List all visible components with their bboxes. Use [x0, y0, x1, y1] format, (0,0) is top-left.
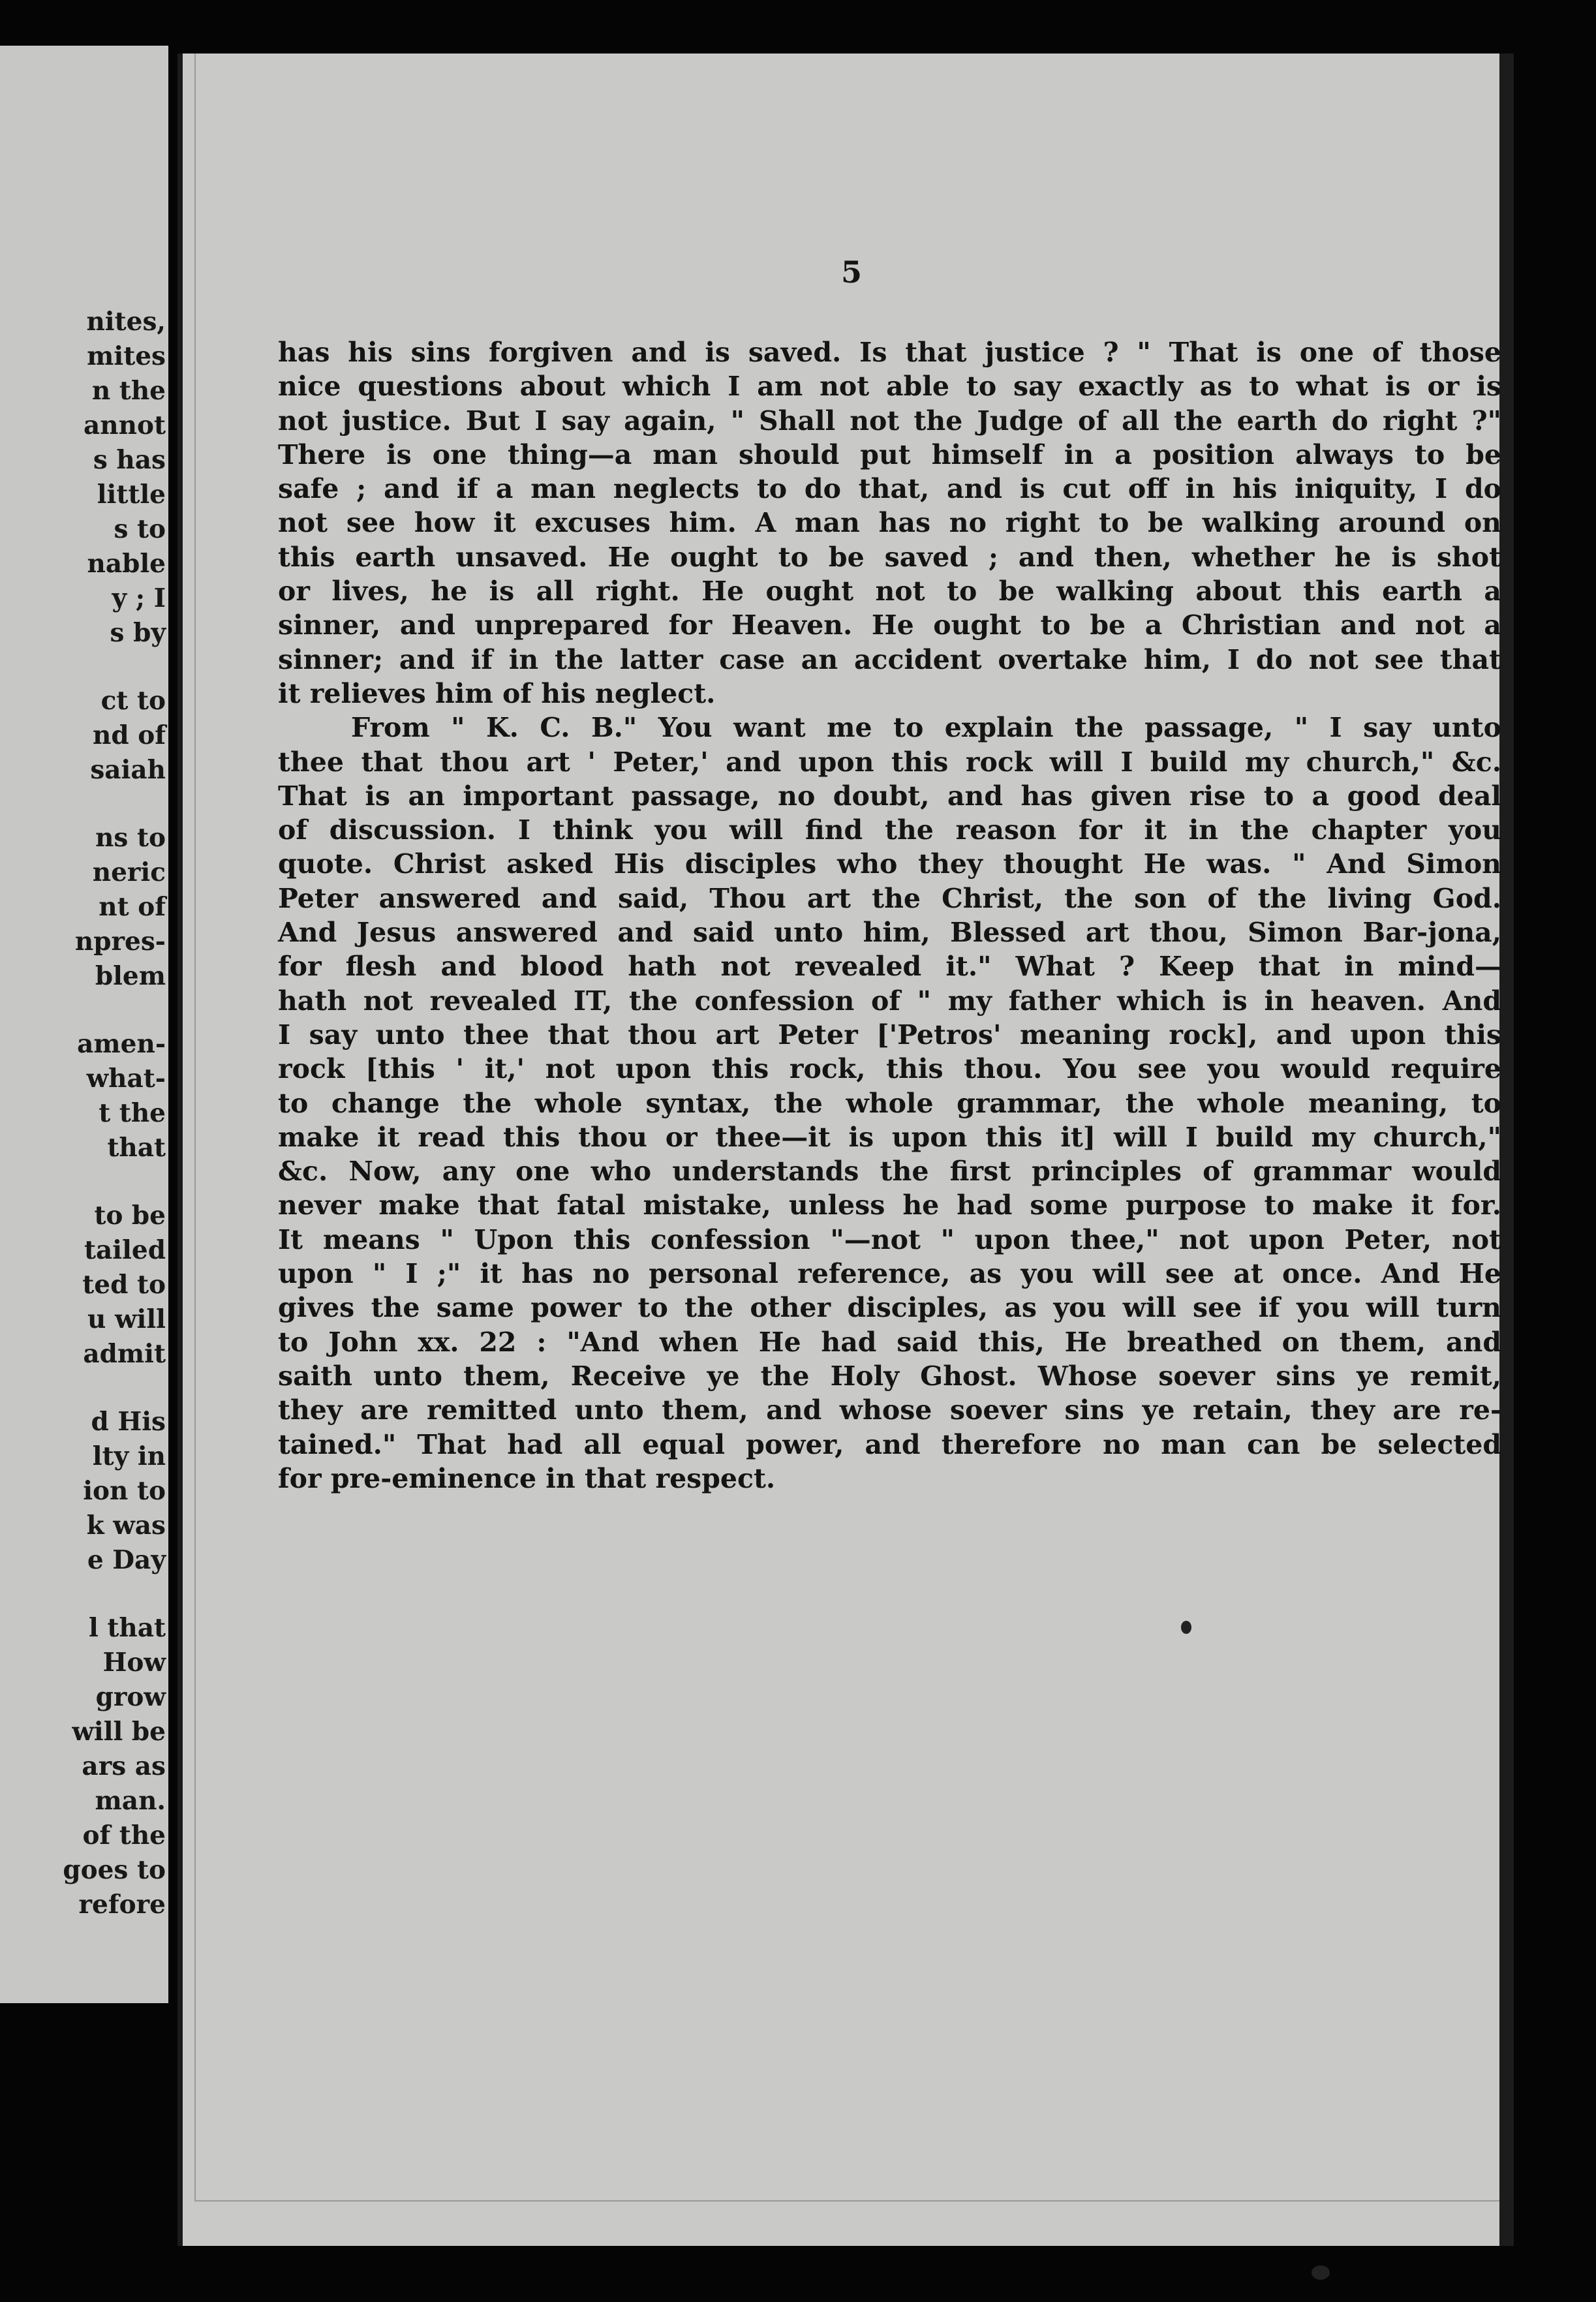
paragraph-end-line: for pre-eminence in that respect. [278, 1462, 776, 1494]
text-line: tained." That had all equal power, and therefore no man can be selected [278, 1428, 1501, 1460]
left-text-fragment: nt of [99, 892, 166, 922]
text-line: And Jesus answered and said unto him, Blessed art thou, Simon Bar-jona, [278, 917, 1501, 949]
left-text-fragment: of the [82, 1820, 166, 1850]
left-text-fragment: l that [88, 1613, 166, 1643]
left-text-fragment: lty in [92, 1441, 166, 1471]
page-edge-shadow [1499, 54, 1514, 2246]
left-text-fragment: ion to [83, 1476, 166, 1506]
text-line: thee that thou art ' Peter,' and upon this rock will I build my church," &c. [278, 746, 1501, 778]
left-text-fragment: to be [94, 1201, 166, 1231]
text-line: There is one thing—a man should put himself in a position always to be [278, 438, 1501, 470]
left-text-fragment: nd of [93, 720, 166, 750]
left-text-fragment: what- [86, 1064, 166, 1094]
text-line: to John xx. 22 : "And when He had said this, He breathed on them, and [278, 1326, 1501, 1358]
left-text-fragment: refore [78, 1890, 166, 1920]
text-line: sinner, and unprepared for Heaven. He ought to be a Christian and not a [278, 609, 1501, 641]
text-line: hath not revealed IT, the confession of " my father which is in heaven. And [278, 985, 1501, 1017]
text-line: upon " I ;" it has no personal reference, as you will see at once. And He [278, 1258, 1501, 1290]
text-line: to change the whole syntax, the whole grammar, the whole meaning, to [278, 1087, 1501, 1119]
left-text-fragment: ns to [95, 823, 166, 853]
left-text-fragment: will be [72, 1717, 166, 1747]
left-text-fragment: mites [87, 341, 166, 371]
left-text-fragment: ars as [82, 1751, 166, 1781]
left-text-fragment: neric [92, 857, 166, 887]
adjacent-page-fragment [0, 46, 168, 2003]
paragraph-first-line: From " K. C. B." You want me to explain the passage, " I say unto [351, 712, 1501, 744]
text-line: &c. Now, any one who understands the first principles of grammar would [278, 1156, 1501, 1188]
left-text-fragment: e Day [87, 1545, 166, 1575]
ink-speck [1312, 2265, 1330, 2280]
text-line: they are remitted unto them, and whose soever sins ye retain, they are re- [278, 1394, 1501, 1426]
left-text-fragment: tailed [84, 1235, 166, 1265]
left-text-fragment: t the [99, 1098, 166, 1128]
text-line: saith unto them, Receive ye the Holy Ghost. Whose soever sins ye remit, [278, 1360, 1501, 1392]
left-text-fragment: nites, [86, 307, 166, 337]
left-text-fragment: that [107, 1133, 166, 1163]
left-text-fragment: amen- [77, 1029, 166, 1059]
text-line: rock [this ' it,' not upon this rock, this thou. You see you would require [278, 1053, 1501, 1085]
text-line: not see how it excuses him. A man has no right to be walking around on [278, 507, 1501, 539]
text-line: for flesh and blood hath not revealed it." What ? Keep that in mind— [278, 951, 1501, 983]
left-text-fragment: annot [83, 410, 166, 440]
left-text-fragment: How [102, 1648, 166, 1678]
text-line: of discussion. I think you will find the reason for it in the chapter you [278, 814, 1501, 846]
text-line: has his sins forgiven and is saved. Is that justice ? " That is one of those [278, 337, 1501, 368]
left-text-fragment: npres- [74, 927, 166, 957]
left-text-fragment: n the [91, 376, 166, 406]
text-line: quote. Christ asked His disciples who they thought He was. " And Simon [278, 848, 1501, 880]
text-line: safe ; and if a man neglects to do that, and is cut off in his iniquity, I do [278, 473, 1501, 505]
left-text-fragment: s has [93, 445, 166, 475]
left-text-fragment: admit [83, 1339, 166, 1369]
left-text-fragment: little [97, 480, 166, 510]
text-line: gives the same power to the other disciples, as you will see if you will turn [278, 1292, 1501, 1324]
left-text-fragment: blem [95, 961, 166, 991]
left-text-fragment: goes to [63, 1855, 166, 1885]
paragraph-end-line: it relieves him of his neglect. [278, 677, 716, 709]
left-text-fragment: y ; I [112, 583, 166, 613]
text-line: It means " Upon this confession "—not " upon thee," not upon Peter, not [278, 1223, 1501, 1255]
left-text-fragment: s by [110, 618, 166, 648]
left-text-fragment: u will [87, 1304, 166, 1334]
text-line: make it read this thou or thee—it is upon this it] will I build my church," [278, 1121, 1501, 1153]
text-line: never make that fatal mistake, unless he had some purpose to make it for. [278, 1189, 1501, 1221]
left-text-fragment: k was [86, 1511, 166, 1541]
text-line: this earth unsaved. He ought to be saved ; and then, whether he is shot [278, 541, 1501, 573]
left-text-fragment: nable [87, 549, 166, 579]
left-text-fragment: grow [95, 1682, 166, 1712]
ink-speck [1181, 1621, 1191, 1634]
text-line: nice questions about which I am not able to say exactly as to what is or is [278, 371, 1501, 403]
text-line: sinner; and if in the latter case an accident overtake him, I do not see that [278, 643, 1501, 675]
book-page [177, 54, 1514, 2246]
left-text-fragment: ted to [82, 1270, 166, 1300]
body-text [278, 335, 1501, 1496]
page-number: 5 [840, 254, 862, 290]
left-text-fragment: man. [95, 1786, 166, 1816]
left-text-fragment: ct to [100, 686, 166, 716]
text-line: I say unto thee that thou art Peter ['Petros' meaning rock], and upon this [278, 1019, 1501, 1051]
text-line: not justice. But I say again, " Shall not the Judge of all the earth do right ?" [278, 405, 1501, 437]
text-line: Peter answered and said, Thou art the Christ, the son of the living God. [278, 882, 1501, 914]
left-text-fragment: d His [91, 1407, 166, 1437]
text-line: That is an important passage, no doubt, and has given rise to a good deal [278, 780, 1501, 812]
text-line: or lives, he is all right. He ought not to be walking about this earth a [278, 576, 1501, 607]
left-text-fragment: s to [114, 514, 166, 544]
left-text-fragment: saiah [90, 755, 166, 785]
